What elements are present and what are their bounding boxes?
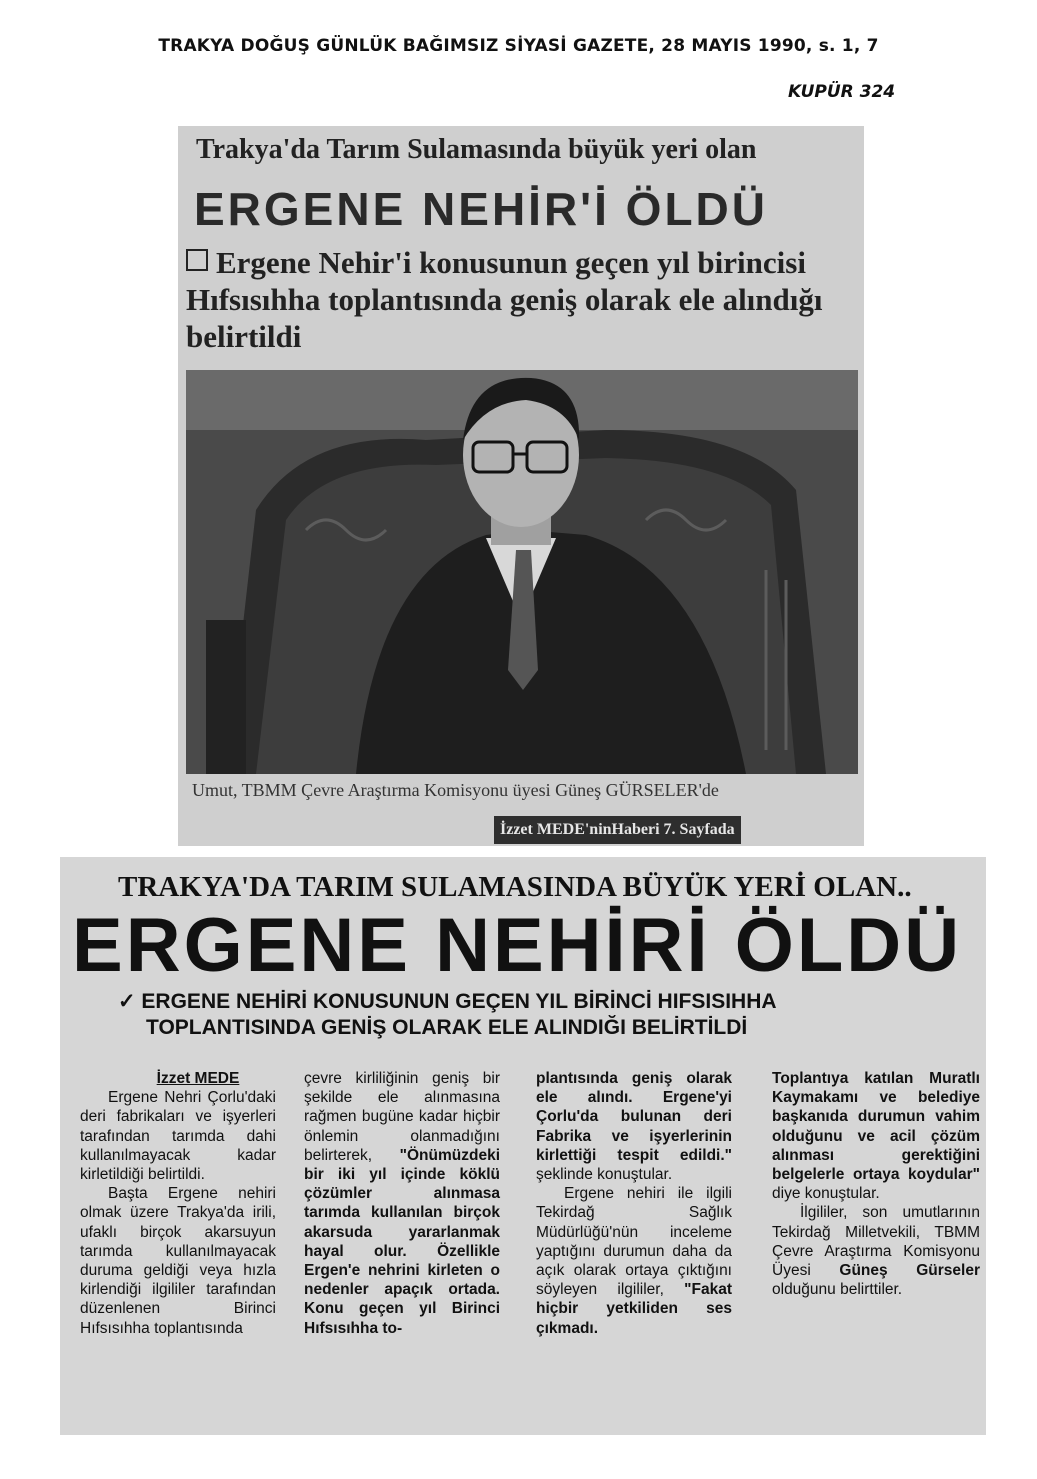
continued-on-page-bar: İzzet MEDE'ninHaberi 7. Sayfada [494, 816, 741, 844]
clipping-number: KUPÜR 324 [788, 82, 896, 102]
clipping1-subhead-text: Ergene Nehir'i konusunun geçen yıl birincisi Hıfsısıhha toplantısında geniş olarak ele alındığı belirtildi [186, 245, 823, 354]
article-paragraph: Başta Ergene nehiri olmak üzere Trakya'da irili, ufaklı birçok akarsuyun tarımda kullanılmayacak duruma geldiği veya hızla kirlendiği ilgililer tarafından düzenlenen Birinci Hıfsısıhha toplantısında [80, 1185, 276, 1337]
article-column-2 [304, 1069, 500, 1338]
portrait-photo-image [186, 370, 858, 774]
article-text: olduğunu belirttiler. [772, 1281, 903, 1299]
article-text: şeklinde konuştular. [536, 1166, 673, 1184]
newspaper-clipping-2 [60, 857, 986, 1435]
byline: İzzet MEDE [156, 1070, 240, 1087]
article-quote: "Fakat hiçbir yetkiliden ses çıkmadı. [536, 1281, 732, 1337]
article-quote: plantısında geniş olarak ele alındı. Ergene'yi Çorlu'da bulunan deri Fabrika ve işyerlerinin kirlettiği tespit edildi." [536, 1070, 732, 1164]
article-quote: Toplantıya katılan Muratlı Kaymakamı ve belediye başkanıda durumun vahim olduğunu ve acil çözüm alınması gerektiğini belgelerle ortaya koydular" [772, 1070, 980, 1184]
clipping1-subhead [186, 244, 856, 355]
clipping2-kicker: TRAKYA'DA TARIM SULAMASINDA BÜYÜK YERİ OLAN.. [118, 871, 912, 903]
article-quote: "Önümüzdeki bir iki yıl içinde köklü çözümler alınmasa tarımda kullanılan birçok akarsuda yararlanmak hayal olur. Özellikle Ergen'e nehrini kirleten o nedenler apaçık ortada. Konu geçen yıl Birinci Hıfsısıhha to- [304, 1146, 500, 1337]
article-text: çevre kirliliğinin geniş bir şekilde ele alınmasına rağmen bugüne kadar hiçbir önlemin olanmadığını belirterek, [304, 1070, 500, 1164]
portrait-photo [186, 370, 858, 774]
newspaper-clipping-1 [178, 126, 864, 846]
article-paragraph [772, 1069, 980, 1203]
article-column-3 [536, 1069, 732, 1338]
checkbox-bullet-icon [186, 249, 208, 271]
article-paragraph [304, 1069, 500, 1338]
photo-caption: Umut, TBMM Çevre Araştırma Komisyonu üyesi Güneş GÜRSELER'de [192, 780, 719, 800]
article-column-4 [772, 1069, 980, 1299]
archive-header: TRAKYA DOĞUŞ GÜNLÜK BAĞIMSIZ SİYASİ GAZETE, 28 MAYIS 1990, s. 1, 7 [158, 36, 879, 56]
article-text: diye konuştular. [772, 1185, 880, 1203]
article-paragraph: Ergene Nehri Çorlu'daki deri fabrikaları ve işyerleri tarafından tarımda dahi kullanılmayacak kadar kirletildiği belirtildi. [80, 1089, 276, 1184]
article-paragraph [772, 1203, 980, 1299]
clipping1-kicker: Trakya'da Tarım Sulamasında büyük yeri olan [196, 134, 757, 165]
article-text: Ergene nehiri ile ilgili Tekirdağ Sağlık Müdürlüğü'nün inceleme yaptığını durumun daha da açık olarak ortaya çıktığını söyleyen ilgililer, [536, 1185, 732, 1299]
article-paragraph [536, 1069, 732, 1184]
article-column-1 [80, 1069, 276, 1338]
clipping2-subhead-line2: TOPLANTISINDA GENİŞ OLARAK ELE ALINDIĞI BELİRTİLDİ [146, 1016, 748, 1039]
article-text: İlgililer, son umutlarının Tekirdağ Milletvekili, TBMM Çevre Araştırma Komisyonu Üyesi [772, 1204, 980, 1280]
clipping2-subhead [118, 989, 777, 1041]
article-paragraph [536, 1184, 732, 1338]
clipping1-headline: ERGENE NEHİR'İ ÖLDÜ [194, 183, 768, 235]
clipping2-subhead-line1: ✓ ERGENE NEHİRİ KONUSUNUN GEÇEN YIL BİRİNCİ HIFSISIHHA [118, 990, 777, 1013]
article-name: Güneş Gürseler [839, 1262, 980, 1280]
clipping2-headline: ERGENE NEHİRİ ÖLDÜ [72, 903, 963, 988]
